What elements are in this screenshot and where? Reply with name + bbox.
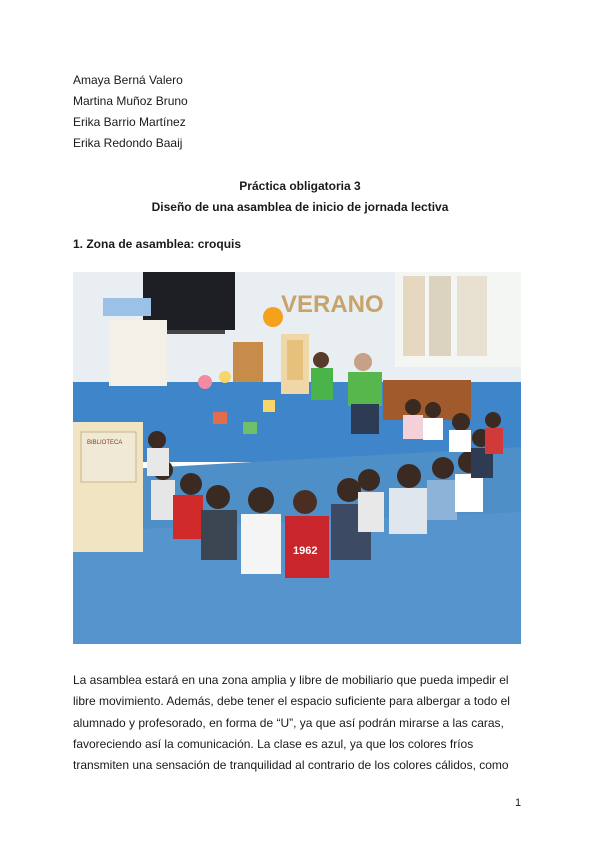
author-name: Erika Redondo Baaij: [73, 136, 183, 150]
body-line: alumnado y profesorado, en forma de “U”, ya que así podrán mirarse a las caras,: [73, 715, 504, 730]
body-line: favoreciendo así la comunicación. La clase es azul, ya que los colores fríos: [73, 736, 474, 751]
page-number: 1: [515, 797, 522, 809]
author-name: Martina Muñoz Bruno: [73, 94, 188, 108]
body-line: transmiten una sensación de tranquilidad al contrario de los colores cálidos, como: [73, 758, 509, 773]
document-title: Práctica obligatoria 3: [239, 179, 361, 193]
body-paragraph: [73, 670, 529, 776]
author-name: Erika Barrio Martínez: [73, 115, 186, 129]
shirt-number: 1962: [293, 545, 318, 557]
author-name: Amaya Berná Valero: [73, 73, 183, 87]
bookshelf-sign: BIBLIOTECA: [87, 440, 123, 446]
classroom-photo: [73, 272, 521, 644]
body-line: La asamblea estará en una zona amplia y libre de mobiliario que pueda impedir el: [73, 673, 509, 687]
author-list: [73, 70, 188, 154]
wall-letters: VERANO: [281, 291, 384, 318]
title-block: [0, 176, 600, 218]
body-line: libre movimiento. Además, debe tener el espacio suficiente para albergar a todo el: [73, 694, 510, 709]
document-subtitle: Diseño de una asamblea de inicio de jornada lectiva: [151, 200, 449, 214]
section-heading: 1. Zona de asamblea: croquis: [73, 237, 242, 251]
